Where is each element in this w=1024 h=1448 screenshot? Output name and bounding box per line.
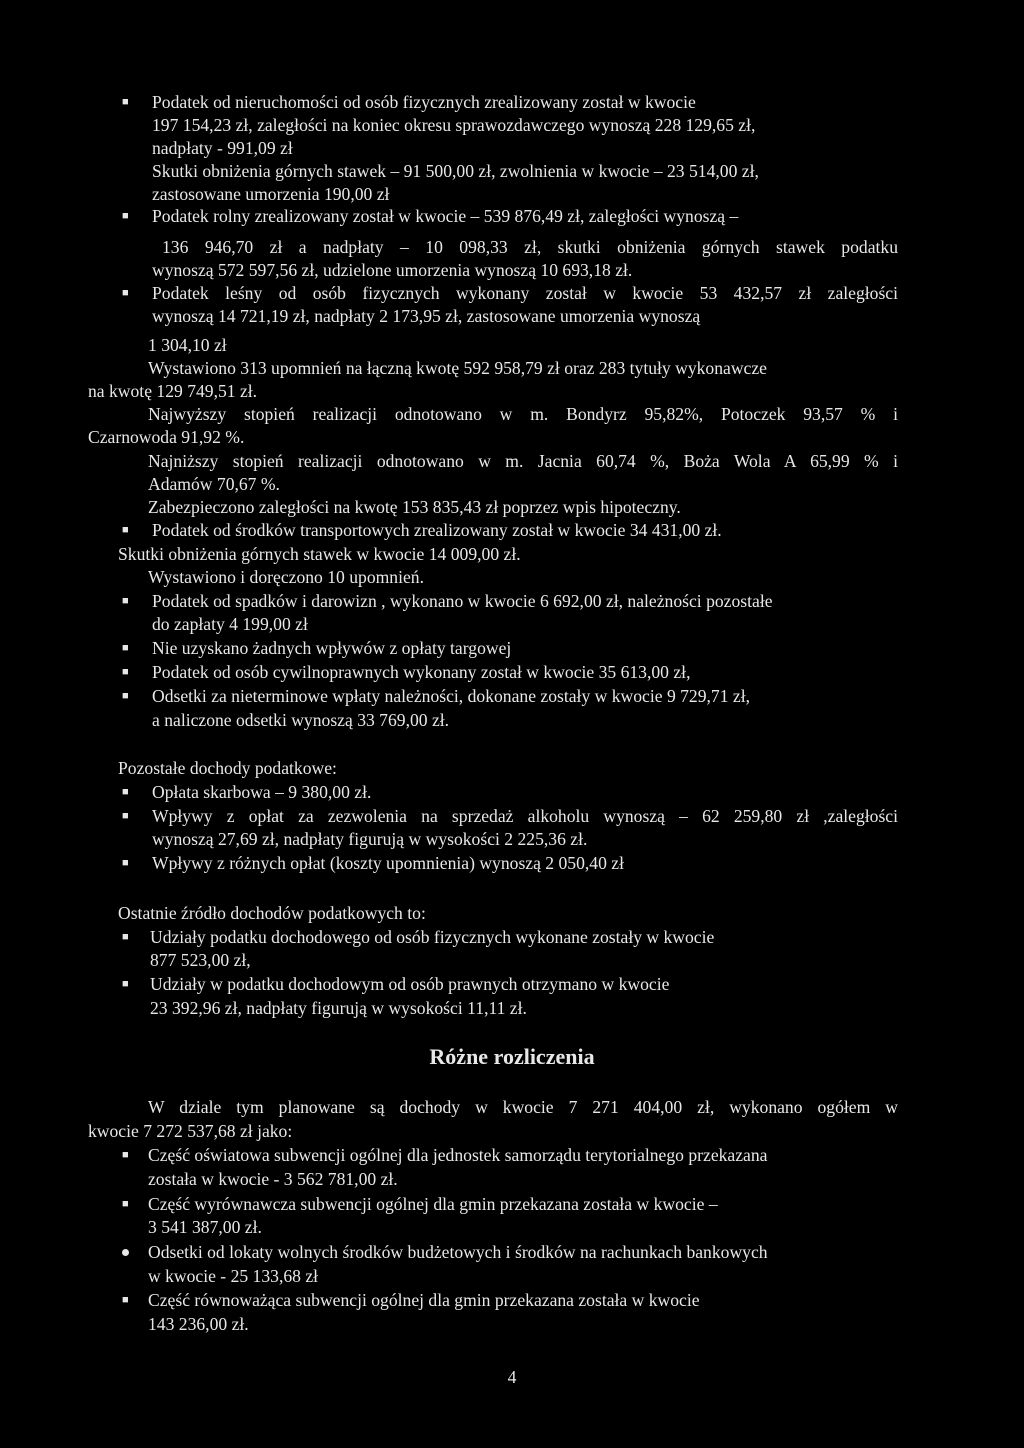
text-line: Opłata skarbowa – 9 380,00 zł. [152,782,372,802]
text-line: Podatek od środków transportowych zrealizowany został w kwocie 34 431,00 zł. [152,520,722,540]
bullet-icon: ■ [122,210,129,222]
text-line: Odsetki od lokaty wolnych środków budżetowych i środków na rachunkach bankowych [148,1242,768,1262]
text-line: wynoszą 27,69 zł, nadpłaty figurują w wysokości 2 225,36 zł. [152,829,588,849]
text-line: w kwocie - 25 133,68 zł [148,1266,319,1286]
page-number: 4 [507,1367,517,1387]
text-line: Część oświatowa subwencji ogólnej dla jednostek samorządu terytorialnego przekazana [148,1145,768,1165]
bullet-icon: ■ [122,978,129,990]
text-line: do zapłaty 4 199,00 zł [152,614,308,634]
section-heading: Różne rozliczenia [429,1044,595,1069]
text-line: Skutki obniżenia górnych stawek – 91 500,00 zł, zwolnienia w kwocie – 23 514,00 zł, [152,161,759,181]
text-line: 143 236,00 zł. [148,1314,249,1334]
text-line: 877 523,00 zł, [150,950,251,970]
text-line: Zabezpieczono zaległości na kwotę 153 835,43 zł poprzez wpis hipoteczny. [148,497,681,517]
text-line: Najniższy stopień realizacji odnotowano w m. Jacnia 60,74 %, Boża Wola A 65,99 % i [148,451,898,471]
bullet-icon: ■ [122,1294,129,1306]
text-line: Ostatnie źródło dochodów podatkowych to: [118,903,426,923]
text-line: Udziały w podatku dochodowym od osób prawnych otrzymano w kwocie [150,974,670,994]
text-line: 23 392,96 zł, nadpłaty figurują w wysokości 11,11 zł. [150,998,527,1018]
bullet-icon: ■ [122,1149,129,1161]
text-line: Podatek od osób cywilnoprawnych wykonany został w kwocie 35 613,00 zł, [152,662,691,682]
bullet-icon: ■ [122,810,129,822]
text-line: Część równoważąca subwencji ogólnej dla gmin przekazana została w kwocie [148,1290,700,1310]
text-line: Wpływy z opłat za zezwolenia na sprzedaż alkoholu wynoszą – 62 259,80 zł ,zaległości [152,806,898,826]
text-line: Podatek od nieruchomości od osób fizycznych zrealizowany został w kwocie [152,92,696,112]
bullet-icon: ■ [122,857,129,869]
text-line: Część wyrównawcza subwencji ogólnej dla gmin przekazana została w kwocie – [148,1194,718,1214]
text-line: zastosowane umorzenia 190,00 zł [152,184,390,204]
text-line: kwocie 7 272 537,68 zł jako: [88,1121,293,1141]
text-line: została w kwocie - 3 562 781,00 zł. [148,1169,398,1189]
text-line: Podatek rolny zrealizowany został w kwocie – 539 876,49 zł, zaległości wynoszą – [152,206,739,226]
text-line: wynoszą 14 721,19 zł, nadpłaty 2 173,95 zł, zastosowane umorzenia wynoszą [152,306,701,326]
text-line: Skutki obniżenia górnych stawek w kwocie 14 009,00 zł. [118,544,521,564]
text-line: Udziały podatku dochodowego od osób fizycznych wykonane zostały w kwocie [150,927,715,947]
text-line: wynoszą 572 597,56 zł, udzielone umorzenia wynoszą 10 693,18 zł. [152,260,633,280]
text-line: Adamów 70,67 %. [148,474,280,494]
bullet-icon: ■ [122,786,129,798]
text-line: Wystawiono i doręczono 10 upomnień. [148,567,424,587]
bullet-icon: ■ [122,931,129,943]
text-line: Najwyższy stopień realizacji odnotowano w m. Bondyrz 95,82%, Potoczek 93,57 % i [148,404,898,424]
text-line: a naliczone odsetki wynoszą 33 769,00 zł. [152,710,450,730]
text-line: Wpływy z różnych opłat (koszty upomnienia) wynoszą 2 050,40 zł [152,853,624,873]
bullet-icon: ■ [122,690,129,702]
bullet-icon: ■ [122,96,129,108]
text-line: W dziale tym planowane są dochody w kwocie 7 271 404,00 zł, wykonano ogółem w [148,1097,898,1117]
bullet-icon: ■ [122,524,129,536]
text-line: Podatek leśny od osób fizycznych wykonany został w kwocie 53 432,57 zł zaległości [152,283,898,303]
text-line: Odsetki za nieterminowe wpłaty należności, dokonane zostały w kwocie 9 729,71 zł, [152,686,751,706]
bullet-icon: ■ [122,666,129,678]
text-line: Podatek od spadków i darowizn , wykonano w kwocie 6 692,00 zł, należności pozostałe [152,591,773,611]
text-line: Czarnowoda 91,92 %. [88,427,245,447]
bullet-icon: ■ [122,642,129,654]
text-line: 197 154,23 zł, zaległości na koniec okresu sprawozdawczego wynoszą 228 129,65 zł, [152,115,756,135]
text-line: Pozostałe dochody podatkowe: [118,758,337,778]
bullet-icon: ■ [122,595,129,607]
text-line: Wystawiono 313 upomnień na łączną kwotę 592 958,79 zł oraz 283 tytuły wykonawcze [148,358,767,378]
text-line: 3 541 387,00 zł. [148,1217,262,1237]
round-bullet-icon [122,1249,129,1256]
text-line: 1 304,10 zł [148,335,227,355]
text-line: 136 946,70 zł a nadpłaty – 10 098,33 zł, skutki obniżenia górnych stawek podatku [162,237,898,257]
text-line: na kwotę 129 749,51 zł. [88,381,258,401]
bullet-icon: ■ [122,1198,129,1210]
text-line: Nie uzyskano żadnych wpływów z opłaty targowej [152,638,512,658]
bullet-icon: ■ [122,287,129,299]
text-line: nadpłaty - 991,09 zł [152,138,293,158]
